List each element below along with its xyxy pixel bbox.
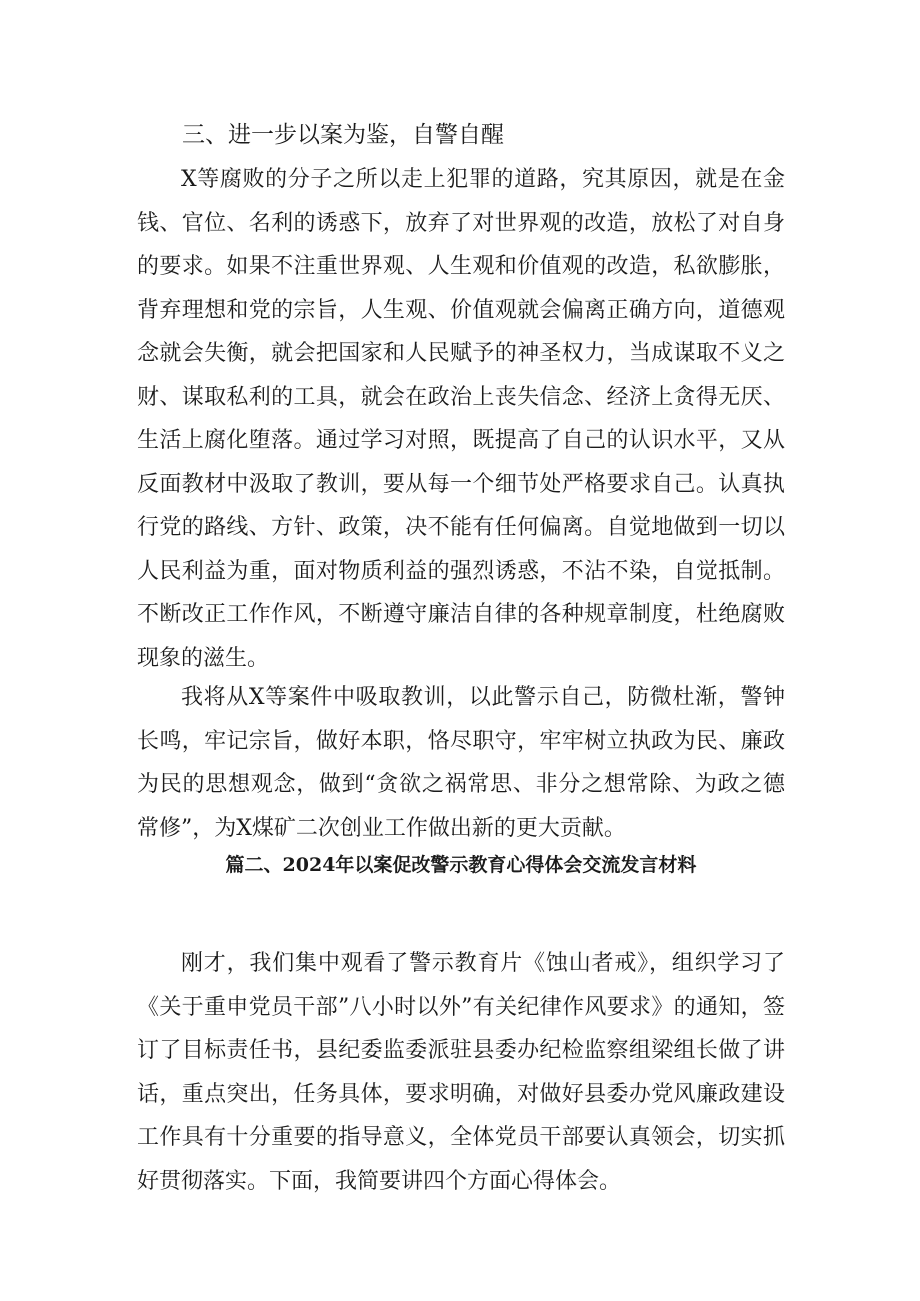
article-title: 篇二、2024年以案促改警示教育心得体会交流发言材料	[225, 854, 697, 876]
body-paragraph-2: 我将从X等案件中吸取教训，以此警示自己，防微杜渐，警钟长鸣，牢记宗旨，做好本职，恪尽职守，牢牢树立执政为民、廉政为民的思想观念，做到“贪欲之祸常思、非分之想常除、为政之德常修”，为X煤矿二次创业工作做出新的更大贡献。	[137, 685, 785, 841]
body-paragraph-1: X等腐败的分子之所以走上犯罪的道路，究其原因，就是在金钱、官位、名利的诱惑下，放弃了对世界观的改造，放松了对自身的要求。如果不注重世界观、人生观和价值观的改造，私欲膨胀，背弃理想和党的宗旨，人生观、价值观就会偏离正确方向，道德观念就会失衡，就会把国家和人民赋予的神圣权力，当成谋取不义之财、谋取私利的工具，就会在政治上丧失信念、经济上贪得无厌、生活上腐化堕落。通过学习对照，既提高了自己的认识水平，又从反面教材中汲取了教训，要从每一个细节处严格要求自己。认真执行党的路线、方针、政策，决不能有任何偏离。自觉地做到一切以人民利益为重，面对物质利益的强烈诱惑，不沾不染，自觉抵制。不断改正工作作风，不断遵守廉洁自律的各种规章制度，杜绝腐败现象的滋生。	[137, 167, 785, 671]
section-heading: 三、进一步以案为鉴，自警自醒	[182, 122, 504, 148]
article-paragraph-1: 刚才，我们集中观看了警示教育片《蚀山者戒》，组织学习了《关于重申党员干部”八小时以外”有关纪律作风要求》的通知，签订了目标责任书，县纪委监委派驻县委办纪检监察组梁组长做了讲话，重点突出，任务具体，要求明确，对做好县委办党风廉政建设工作具有十分重要的指导意义，全体党员干部要认真领会，切实抓好贯彻落实。下面，我简要讲四个方面心得体会。	[137, 951, 785, 1194]
